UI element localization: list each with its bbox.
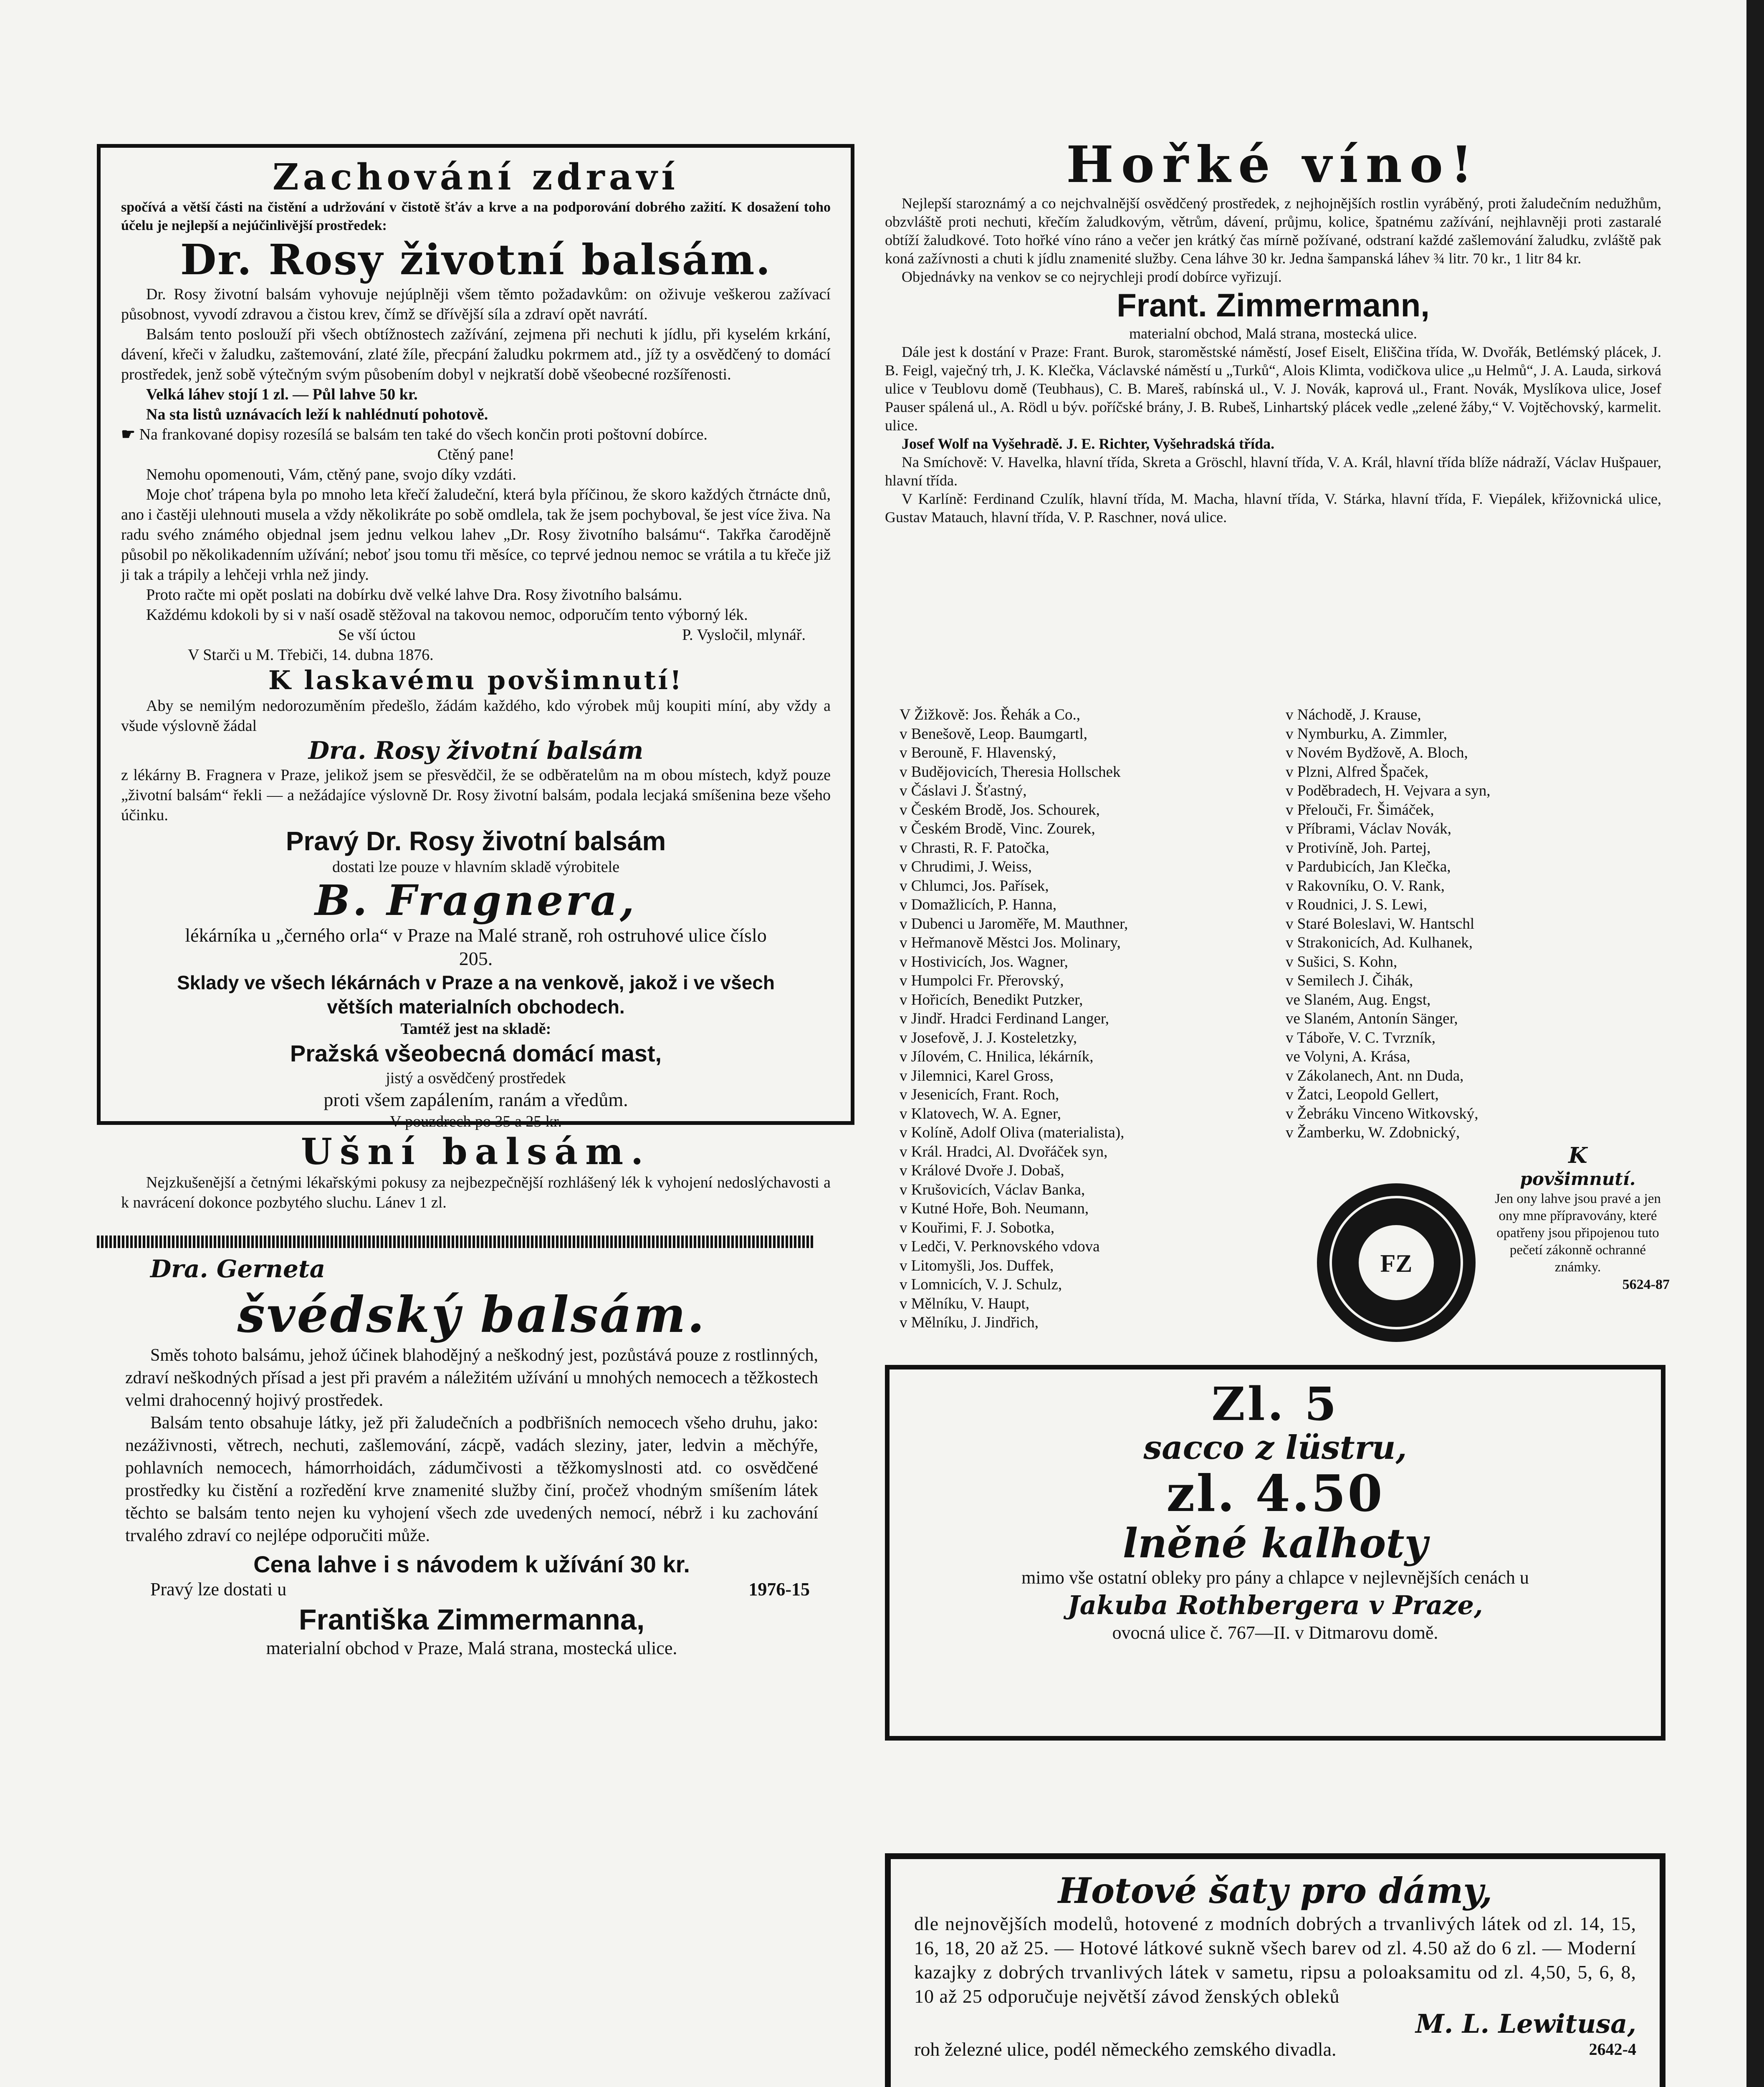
zachovani-sklady: Sklady ve všech lékárnách v Praze a na venkově, jakož i ve všech větších materialních obchodech. <box>177 972 775 1018</box>
town-item: v Nymburku, A. Zimmler, <box>1286 725 1447 743</box>
gernet-pravy-row <box>125 1579 818 1602</box>
zachovani-dostati: dostati lze pouze v hlavním skladě výrobitele <box>332 858 620 876</box>
zachovani-letter2: Moje choť trápena byla po mnoho leta křečí žaludeční, která byla příčinou, že skoro každých čtrnácte dnů, ano i častěji ulehnouti musela a vždy několikráte po sobě omdlela, tak že jsem pochyboval, še jest více živa. Na radu svého známého objednal jsem jednu velkou lahev „Dr. Rosy životního balsámu“. Takřka čarodějně působil po několikadenním užívání; neboť jsou tomu tři měsíce, co teprvé jednou nemoc se vrátila a tu křeče již ji tak a trápily a lehčeji vrhla než jindy. <box>121 486 831 584</box>
town-item: v Benešově, Leop. Baumgartl, <box>900 725 1088 743</box>
gernet-address: materialní obchod v Praze, Malá strana, mostecká ulice. <box>266 1638 677 1658</box>
zachovani-attention: K laskavému povšimnutí! <box>268 665 684 695</box>
gernet-p1: Směs tohoto balsámu, jehož účinek blahodějný a neškodný jest, pozůstává pouze z rostlinných, zdraví neškodných přísad a jest při pravém a náležitém užívání u mnohých nemocech a těžkostech velmi drahocenný hojivý prostředek. <box>125 1346 818 1410</box>
saty-addr-row <box>914 2039 1636 2064</box>
saty-firm: M. L. Lewitusa, <box>1415 2009 1636 2039</box>
horke-wolf: Josef Wolf na Vyšehradě. J. E. Richter, Vyšehradská třída. <box>902 435 1275 452</box>
town-item: v Chrasti, R. F. Patočka, <box>900 839 1049 857</box>
zachovani-attention-text2: z lékárny B. Fragnera v Praze, jelikož jsem se přesvědčil, že se odběratelům na m obou místech, když pouze „životní balsám“ řekli — a nežádajíce výslovně Dr. Rosy životní balsám, podala lecjaká smíšenina beze všeho účinku. <box>121 766 831 824</box>
gernet-price: Cena lahve i s návodem k užívání 30 kr. <box>253 1551 690 1577</box>
pointing-hand-icon: ☛ <box>121 426 139 443</box>
zachovani-intro: spočívá a větší části na čistění a udržování v čistotě šťáv a krve a na podporování dobrého zažití. K dosažení toho účelu je nejlepší a nejúčinlivější prostředek: <box>121 200 831 233</box>
page-edge <box>1746 0 1764 2087</box>
povsimnuti-text: Jen ony lahve jsou pravé a jen ony mne přípravovány, které opatřeny jsou připojenou tuto pečetí zákonně ochranné známky. <box>1495 1191 1661 1275</box>
town-item: V Žižkově: Jos. Řehák a Co., <box>900 706 1080 723</box>
horke-title: Hořké víno! <box>1066 135 1480 194</box>
kalhoty-addr: ovocná ulice č. 767—II. v Ditmarovu domě. <box>1112 1622 1438 1643</box>
zachovani-note2-text: Na frankované dopisy rozesílá se balsám ten také do všech končin proti poštovní dobírce. <box>139 426 708 443</box>
horke-p2: Objednávky na venkov se co nejrychleji prodí dobírce vyřizují. <box>902 268 1282 285</box>
town-item: v Josefově, J. J. Kosteletzky, <box>900 1029 1077 1046</box>
zachovani-ad <box>121 157 831 1213</box>
town-item: v Jindř. Hradci Ferdinand Langer, <box>900 1010 1109 1027</box>
town-item: v Zákolanech, Ant. nn Duda, <box>1286 1067 1464 1084</box>
town-item: v Protivíně, Joh. Partej, <box>1286 839 1431 857</box>
town-item: v Budějovicích, Theresia Hollschek <box>900 763 1121 781</box>
town-item: v Heřmanově Městci Jos. Molinary, <box>900 934 1121 951</box>
town-item: ve Slaném, Antonín Sänger, <box>1286 1010 1458 1027</box>
zachovani-product: Dr. Rosy životní balsám. <box>180 235 772 284</box>
town-item: v Kolíně, Adolf Oliva (materialista), <box>900 1124 1125 1141</box>
saty-code: 2642-4 <box>1589 2040 1636 2059</box>
town-item: v Jilemnici, Karel Gross, <box>900 1067 1054 1084</box>
zachovani-body1: Dr. Rosy životní balsám vyhovuje nejúplněji všem těmto požadavkům: on oživuje veškerou zažívací působnost, vyvodí zdravou a čistou krev, čímž se dřívější síla a zdraví opět navrátí. <box>121 286 831 323</box>
towns-list-left <box>900 705 1284 1332</box>
horke-karlin: V Karlíně: Ferdinand Czulík, hlavní třída, M. Macha, hlavní třída, V. Stárka, hlavní třída, F. Viepálek, křižovnická ulice, Gustav Matauch, hlavní třída, V. P. Raschner, nová ulice. <box>885 490 1661 526</box>
gernet-p2: Balsám tento obsahuje látky, jež při žaludečních a podbřišních nemocech všeho druhu, jako: nezáživnosti, větrech, nechuti, zašlemování, zácpě, vadách sleziny, jater, ledvin a měchýře, pohlavních nemocech, hámorrhoidách, zádumčivosti a těžkomyslnosti atd. co osvědčené prostředky ku čistění a rozředění krve znamenité služby činí, pročež vhodným smíšením látek těchto se balsám tento nejen ku vyhojení všech zde uvedených nemocí, nébrž i ku zachování trvalého zdraví co nejlépe odporučiti může. <box>125 1413 818 1545</box>
town-item: ve Slaném, Aug. Engst, <box>1286 991 1431 1008</box>
town-item: v Táboře, V. C. Tvrzník, <box>1286 1029 1436 1046</box>
town-item: v Mělníku, V. Haupt, <box>900 1295 1030 1312</box>
zachovani-mast-price: V pouzdrech po 35 a 25 kr. <box>390 1113 562 1130</box>
town-item: v Žatci, Leopold Gellert, <box>1286 1086 1439 1103</box>
zachovani-letter3: Proto račte mi opět poslati na dobírku dvě velké lahve Dra. Rosy životního balsámu. <box>146 586 682 604</box>
town-item: v Strakonicích, Ad. Kulhanek, <box>1286 934 1473 951</box>
zachovani-body2: Balsám tento poslouží při všech obtížnostech zažívání, zejmena při nechuti k jídlu, při kyselém krkání, dávení, křeči v žaludku, zaštemování, zlaté žíle, přecpání žaludku pokrmem atd., jíž ty a osvědčený to domácí prostředek, jenž sobě výtečným svým působením dobyl v nejkratší době všeobecné rozšířenosti. <box>121 326 831 383</box>
kalhoty-firm: Jakuba Rothbergera v Praze, <box>1067 1590 1483 1620</box>
saty-text: dle nejnovějších modelů, hotovené z modních dobrých a trvanlivých látek od zl. 14, 15, 16, 18, 20 až 25. — Hotové látkové sukně všech barev od zl. 4.50 až do 6 zl. — Moderní kazajky z dobrých trvanlivých látek v sametu, ripsu a poloaksamitu od zl. 4,50, 5, 6, 8, 10 až 25 odporučuje největší závod ženských obleků <box>914 1913 1636 2007</box>
separator-striped-left <box>97 1236 815 1248</box>
saty-ad <box>914 1870 1636 2064</box>
town-item: v Kutné Hoře, Boh. Neumann, <box>900 1200 1089 1217</box>
zachovani-fragner: B. Fragnera, <box>315 876 637 925</box>
town-item: v Přelouči, Fr. Šimáček, <box>1286 801 1434 819</box>
zachovani-mast-sub2: proti všem zapálením, ranám a vředům. <box>323 1089 628 1110</box>
povsimnuti-word: povšimnutí. <box>1520 1169 1636 1189</box>
horke-praha: Dále jest k dostání v Praze: Frant. Burok, staroměstské náměstí, Josef Eiselt, Eliščina třída, W. Dvořák, Betlémský plácek, J. B. Feigl, vaječný trh, J. K. Klečka, Václavské náměstí u „Turků“, Alois Klimta, vodičkova ulice „u Helmů“, J. A. Lauda, sirková ulice v Teublovu domě (Teubhaus), C. B. Mareš, rabínská ul., V. J. Novák, kaprová ul., Frant. Novák, Myslíkova ulice, Josef Pauser spálená ul., A. Rödl u býv. poříčské brány, J. B. Rubeš, Linhartský plácek vedle „zelené žáby,“ V. Vojtěchovský, karmelit. ulice. <box>885 344 1661 434</box>
town-item: v Poděbradech, H. Vejvara a syn, <box>1286 782 1491 799</box>
seal-monogram: FZ <box>1380 1250 1413 1277</box>
povsimnuti-block <box>1486 1144 1670 1294</box>
signature-right: P. Vysločil, mlynář. <box>682 626 806 644</box>
zachovani-letter1: Nemohu opomenouti, Vám, ctěný pane, svojo díky vzdáti. <box>146 466 516 483</box>
town-item: v Král. Hradci, Al. Dvořáček syn, <box>900 1143 1108 1160</box>
town-item: v Berouně, F. Hlavenský, <box>900 744 1056 761</box>
kalhoty-line1: Zl. 5 <box>1211 1377 1339 1431</box>
horke-p1: Nejlepší staroznámý a co nejchvalnější osvědčený prostředek, z nejhojnějších rostlin vyráběný, proti žaludečním nedužhům, obzvláště proti nechuti, křečím žaludkovým, větrům, dávení, průjmu, kolice, špatnému zažívání, nejhlavněji proti zastaralé obtíží žaludkové. Toto hořké víno ráno a večer jen krátký čas mírně požívané, odstraní každé zašlemování žaludku, zvláště pak koná zažívnosti a chuti k jídlu znamenité služby. Cena láhve 30 kr. Jedna šampanská láhev ¾ litr. 70 kr., 1 litr 84 kr. <box>885 195 1661 267</box>
town-item: v Králové Dvoře J. Dobaš, <box>900 1162 1064 1179</box>
town-item: v Roudnici, J. S. Lewi, <box>1286 896 1428 913</box>
signature-left: Se vší úctou <box>338 626 416 644</box>
gernet-code: 1976-15 <box>748 1579 810 1599</box>
kalhoty-line4: lněné kalhoty <box>1122 1520 1428 1567</box>
zachovani-letter4: Každému kdokoli by si v naší osadě stěžoval na takovou nemoc, odporučím tento výborný lék. <box>146 606 748 624</box>
town-item: v Plzni, Alfred Špaček, <box>1286 763 1429 781</box>
town-item: v Chlumci, Jos. Pařísek, <box>900 877 1049 894</box>
gernet-pravy: Pravý lze dostati u <box>150 1579 287 1599</box>
town-item: v Českém Brodě, Vinc. Zourek, <box>900 820 1095 837</box>
horke-dealer-addr: materialní obchod, Malá strana, mostecká ulice. <box>1129 325 1417 342</box>
town-item: v Pardubicích, Jan Klečka, <box>1286 858 1451 875</box>
town-item: v Ledči, V. Perknovského vdova <box>900 1238 1100 1255</box>
town-item: v Sušici, S. Kohn, <box>1286 953 1398 970</box>
gernet-title: švédský balsám. <box>237 1286 706 1344</box>
zachovani-note: Na sta listů uznávacích leží k nahlédnutí pohotově. <box>146 406 488 423</box>
town-item: v Domažlicích, P. Hanna, <box>900 896 1057 913</box>
zachovani-tamtez: Tamtéž jest na skladě: <box>400 1020 551 1038</box>
povsimnuti-code: 5624-87 <box>1622 1277 1670 1292</box>
town-item: v Hořicích, Benedikt Putzker, <box>900 991 1083 1008</box>
gernet-ad <box>125 1252 818 1660</box>
kalhoty-line3: zl. 4.50 <box>1166 1464 1384 1523</box>
town-item: v Novém Bydžově, A. Bloch, <box>1286 744 1468 761</box>
zachovani-sign-place: V Starči u M. Třebiči, 14. dubna 1876. <box>188 646 434 664</box>
zachovani-title: Zachování zdraví <box>272 156 680 198</box>
town-item: v Náchodě, J. Krause, <box>1286 706 1421 723</box>
zachovani-usni-text: Nejzkušenější a četnými lékařskými pokusy za nejbezpečnější rozhlášený lék k vyhojení nedoslýchavosti a k navrácení dokonce pozbytého sluchu. Lánev 1 zl. <box>121 1174 831 1211</box>
town-item: v Příbrami, Václav Novák, <box>1286 820 1451 837</box>
zachovani-pravy: Pravý Dr. Rosy životní balsám <box>286 826 666 856</box>
zachovani-signature <box>121 625 831 645</box>
zachovani-note2 <box>121 424 831 445</box>
zachovani-lekarnik: lékárníka u „černého orla“ v Praze na Malé straně, roh ostruhové ulice číslo 205. <box>185 925 767 969</box>
gernet-dealer: Františka Zimmermanna, <box>298 1603 645 1636</box>
povsimnuti-k: K <box>1568 1143 1587 1168</box>
town-item: v Humpolci Fr. Přerovský, <box>900 972 1064 989</box>
kalhoty-line2: sacco z lüstru, <box>1143 1429 1407 1467</box>
kalhoty-text: mimo vše ostatní obleky pro pány a chlapce v nejlevnějších cenách u <box>1021 1567 1529 1588</box>
town-item: v Českém Brodě, Jos. Schourek, <box>900 801 1100 819</box>
town-item: v Jílovém, C. Hnilica, lékárník, <box>900 1048 1094 1065</box>
zachovani-mast-sub: jistý a osvědčený prostředek <box>386 1069 566 1087</box>
towns-list-right <box>1286 705 1670 1142</box>
town-item: v Mělníku, J. Jindřich, <box>900 1314 1039 1331</box>
town-item: v Žebráku Vinceno Witkovský, <box>1286 1105 1478 1122</box>
kalhoty-ad <box>910 1377 1640 1644</box>
town-item: v Krušovicích, Václav Banka, <box>900 1181 1085 1198</box>
horke-ad <box>885 136 1661 526</box>
zachovani-usni: Ušní balsám. <box>301 1131 651 1173</box>
zachovani-dra-rosy: Dra. Rosy životní balsám <box>308 736 644 765</box>
zachovani-mast: Pražská všeobecná domácí mast, <box>290 1040 662 1066</box>
town-item: v Kouřimi, F. J. Sobotka, <box>900 1219 1055 1236</box>
town-item: v Jesenicích, Frant. Roch, <box>900 1086 1059 1103</box>
town-item: v Dubenci u Jaroměře, M. Mauthner, <box>900 915 1128 932</box>
saty-addr: roh železné ulice, podél německého zemského divadla. <box>914 2039 1337 2060</box>
town-item: v Rakovníku, O. V. Rank, <box>1286 877 1445 894</box>
zachovani-price: Velká láhev stojí 1 zl. — Půl lahve 50 kr. <box>146 386 418 403</box>
town-item: v Litomyšli, Jos. Duffek, <box>900 1257 1054 1274</box>
zachovani-attention-text: Aby se nemilým nedorozuměním předešlo, žádám každého, kdo výrobek můj koupiti míní, aby vždy a všude výslovně žádal <box>121 697 831 735</box>
horke-dealer: Frant. Zimmermann, <box>1117 287 1430 323</box>
seal-center <box>1359 1225 1434 1300</box>
zachovani-salutation: Ctěný pane! <box>437 446 515 463</box>
town-item: v Čáslavi J. Šťastný, <box>900 782 1027 799</box>
saty-title: Hotové šaty pro dámy, <box>1058 1870 1493 1911</box>
hoke-vino-seal-icon <box>1317 1183 1476 1342</box>
town-item: v Hostivicích, Jos. Wagner, <box>900 953 1068 970</box>
town-item: v Žamberku, W. Zdobnický, <box>1286 1124 1460 1141</box>
town-item: v Lomnicích, V. J. Schulz, <box>900 1276 1062 1293</box>
town-item: v Klatovech, W. A. Egner, <box>900 1105 1061 1122</box>
town-item: ve Volyni, A. Krása, <box>1286 1048 1410 1065</box>
gernet-name: Dra. Gerneta <box>150 1255 326 1283</box>
town-item: v Staré Boleslavi, W. Hantschl <box>1286 915 1475 932</box>
town-item: v Semilech J. Čihák, <box>1286 972 1413 989</box>
horke-smichov: Na Smíchově: V. Havelka, hlavní třída, Skreta a Gröschl, hlavní třída, V. A. Král, hlavní třída blíže nádraží, Václav Hušpauer, hlavní třída. <box>885 454 1661 489</box>
town-item: v Chrudimi, J. Weiss, <box>900 858 1032 875</box>
